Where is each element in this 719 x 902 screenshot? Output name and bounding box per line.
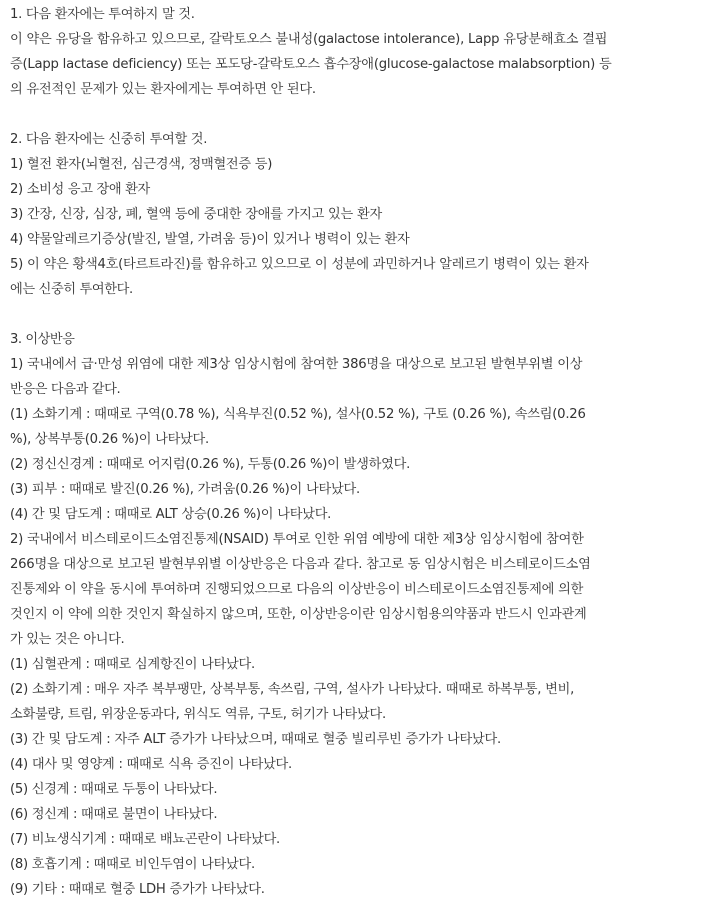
text-line: (1) 심혈관계 : 때때로 심계항진이 나타났다. <box>10 657 255 672</box>
text-line: 2) 소비성 응고 장애 환자 <box>10 182 150 197</box>
text-line: 반응은 다음과 같다. <box>10 382 121 397</box>
text-line: (2) 소화기계 : 매우 자주 복부팽만, 상복부통, 속쓰림, 구역, 설사가 나타났다. 때때로 하복부통, 변비, <box>10 682 575 697</box>
text-line: 이 약은 유당을 함유하고 있으므로, 갈락토오스 불내성(galactose intolerance), Lapp 유당분해효소 결핍 <box>10 32 608 47</box>
section-heading: 3. 이상반응 <box>10 332 75 347</box>
text-line: 4) 약물알레르기증상(발진, 발열, 가려움 등)이 있거나 병력이 있는 환자 <box>10 232 410 247</box>
text-line: (4) 간 및 담도계 : 때때로 ALT 상승(0.26 %)이 나타났다. <box>10 507 332 522</box>
text-line: (3) 피부 : 때때로 발진(0.26 %), 가려움(0.26 %)이 나타났다. <box>10 482 360 497</box>
text-line: 1) 혈전 환자(뇌혈전, 심근경색, 정맥혈전증 등) <box>10 157 273 172</box>
paragraph-gap <box>10 102 715 127</box>
text-line: 2) 국내에서 비스테로이드소염진통제(NSAID) 투여로 인한 위염 예방에 대한 제3상 임상시험에 참여한 <box>10 532 584 547</box>
text-line: 266명을 대상으로 보고된 발현부위별 이상반응은 다음과 같다. 참고로 동 임상시험은 비스테로이드소염 <box>10 557 591 572</box>
text-line: 1) 국내에서 급·만성 위염에 대한 제3상 임상시험에 참여한 386명을 대상으로 보고된 발현부위별 이상 <box>10 357 583 372</box>
text-line: (3) 간 및 담도계 : 자주 ALT 증가가 나타났으며, 때때로 혈중 빌리루빈 증가가 나타났다. <box>10 732 501 747</box>
text-line: (9) 기타 : 때때로 혈중 LDH 증가가 나타났다. <box>10 882 265 897</box>
section-adverse-reactions <box>10 327 715 902</box>
text-line: 소화불량, 트림, 위장운동과다, 위식도 역류, 구토, 허기가 나타났다. <box>10 707 386 722</box>
text-line: (2) 정신신경계 : 때때로 어지럼(0.26 %), 두통(0.26 %)이 발생하였다. <box>10 457 411 472</box>
text-line: (7) 비뇨생식기계 : 때때로 배뇨곤란이 나타났다. <box>10 832 280 847</box>
text-line: (6) 정신계 : 때때로 불면이 나타났다. <box>10 807 218 822</box>
text-line: 5) 이 약은 황색4호(타르트라진)를 함유하고 있으므로 이 성분에 과민하거나 알레르기 병력이 있는 환자 <box>10 257 589 272</box>
section-heading: 2. 다음 환자에는 신중히 투여할 것. <box>10 132 208 147</box>
section-contraindications <box>10 2 715 102</box>
text-line: (4) 대사 및 영양계 : 때때로 식욕 증진이 나타났다. <box>10 757 292 772</box>
text-line: %), 상복부통(0.26 %)이 나타났다. <box>10 432 209 447</box>
text-line: 가 있는 것은 아니다. <box>10 632 125 647</box>
section-heading: 1. 다음 환자에는 투여하지 말 것. <box>10 7 195 22</box>
text-line: 3) 간장, 신장, 심장, 폐, 혈액 등에 중대한 장애를 가지고 있는 환자 <box>10 207 382 222</box>
section-precautions <box>10 127 715 302</box>
text-line: 의 유전적인 문제가 있는 환자에게는 투여하면 안 된다. <box>10 82 316 97</box>
text-line: (8) 호흡기계 : 때때로 비인두염이 나타났다. <box>10 857 255 872</box>
text-line: (1) 소화기계 : 때때로 구역(0.78 %), 식욕부진(0.52 %), 설사(0.52 %), 구토 (0.26 %), 속쓰림(0.26 <box>10 407 586 422</box>
text-line: 것인지 이 약에 의한 것인지 확실하지 않으며, 또한, 이상반응이란 임상시험용의약품과 반드시 인과관계 <box>10 607 587 622</box>
text-line: 에는 신중히 투여한다. <box>10 282 133 297</box>
paragraph-gap <box>10 302 715 327</box>
text-line: (5) 신경계 : 때때로 두통이 나타났다. <box>10 782 218 797</box>
text-line: 진통제와 이 약을 동시에 투여하며 진행되었으므로 다음의 이상반응이 비스테로이드소염진통제에 의한 <box>10 582 584 597</box>
text-line: 증(Lapp lactase deficiency) 또는 포도당-갈락토오스 흡수장애(glucose-galactose malabsorption) 등 <box>10 57 612 72</box>
